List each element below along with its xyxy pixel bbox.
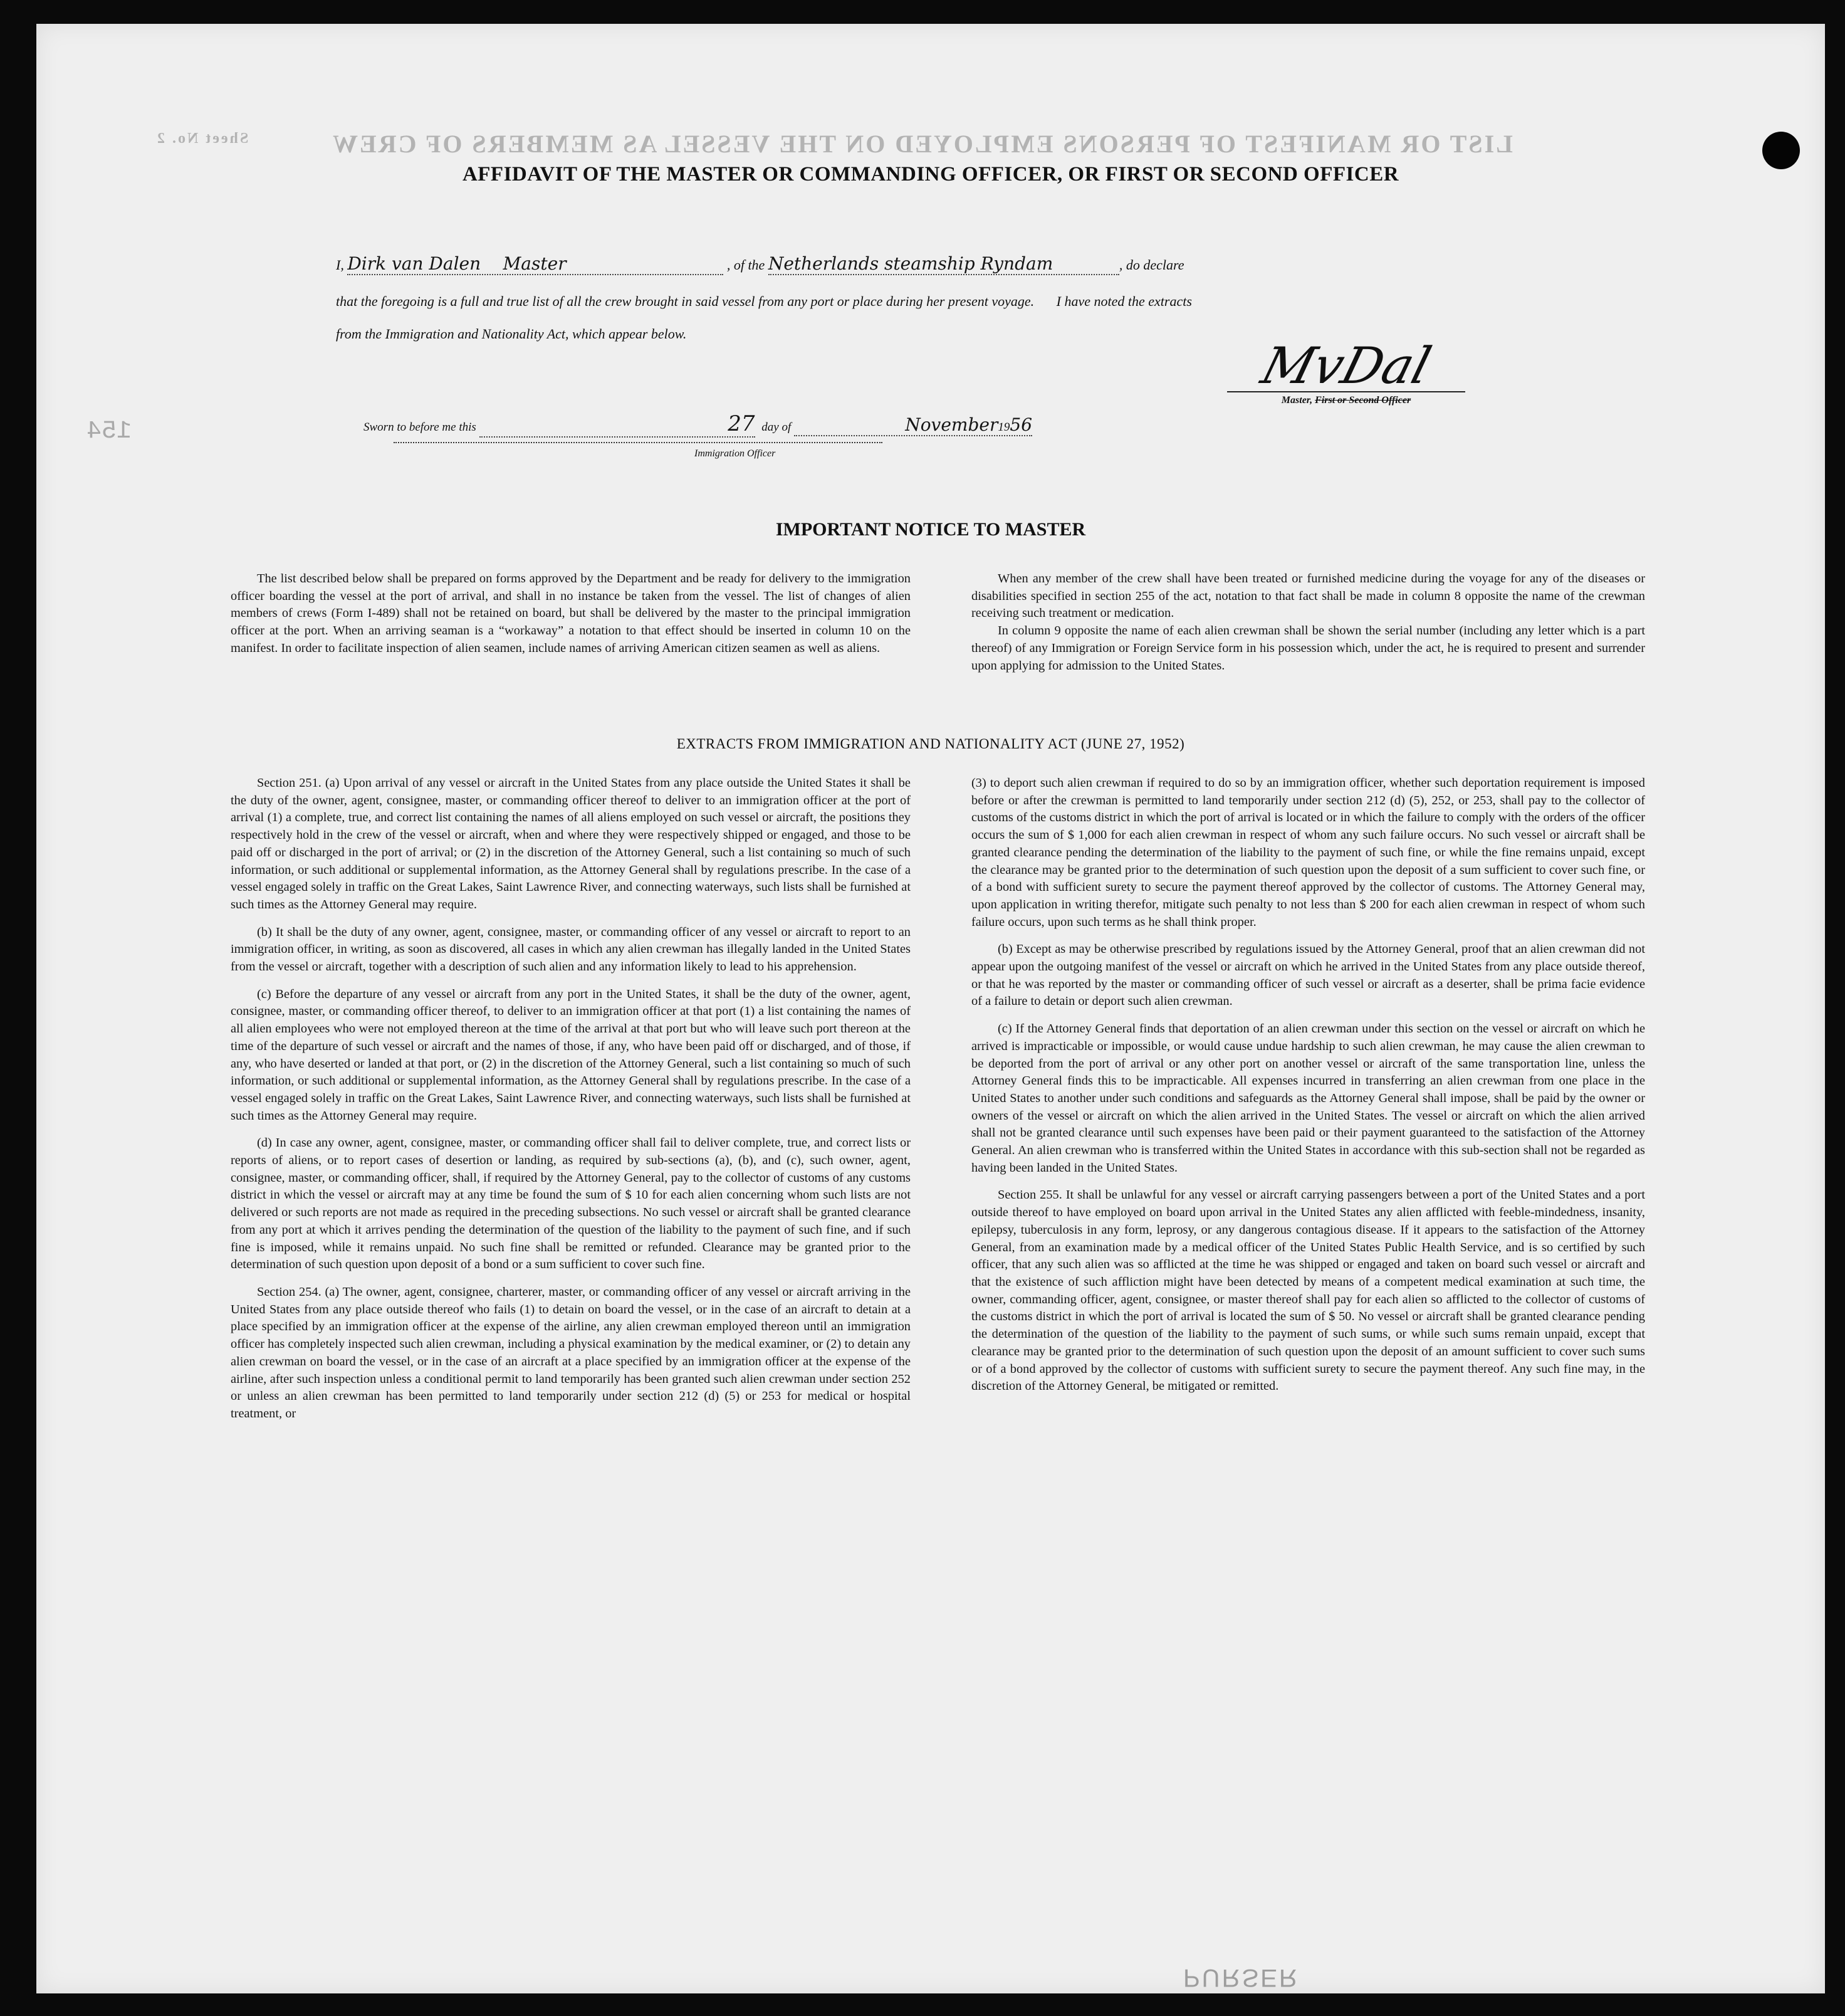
section-254-b: (b) Except as may be otherwise prescribed by regulations issued by the Attorney General, proof that an alien crewman did not appear upon the outgoing manifest of the vessel or aircraft on which he arrived in the United States from any place outside thereof, or that he was reported by the master or commanding officer of such vessel or aircraft as a deserter, shall be prima facie evidence of a failure to detain or deport such alien crewman. xyxy=(971,942,1645,1009)
affidavit-line-3: from the Immigration and Nationality Act, which appear below. xyxy=(336,326,687,342)
sworn-day: 27 xyxy=(728,411,755,436)
section-251-c: (c) Before the departure of any vessel or aircraft from any port in the United States, it shall be the duty of the owner, agent, consignee, master, or commanding officer thereof, to deliver to an immigration officer at that port (1) a list containing the names of all alien employees who were not employed thereon at the time of the arrival at that port but who will leave such port thereon at the time of the departure of such vessel or aircraft and the names of those, if any, who have been paid off or discharged, and of those, if any, who have deserted or landed at that port, or (2) in the discretion of the Attorney General, such a list containing so much of such information, or such additional or supplemental information, as the Attorney General shall by regulations prescribe. In the case of a vessel engaged solely in traffic on the Great Lakes, Saint Lawrence River, and connecting waterways, such lists shall be furnished at such times as the Attorney General may require. xyxy=(231,987,911,1123)
master-rank: Master xyxy=(503,253,567,274)
notice-left-paragraph: The list described below shall be prepared on forms approved by the Department and be ready for delivery to the immigration officer boarding the vessel at the port of arrival, and shall in no instance be taken from the vessel. The list of changes of alien members of crews (Form I-489) shall not be retained on board, but shall be delivered by the master to the principal immigration officer at the port. When an arriving seaman is a “workaway” a notation to that effect should be inserted in column 10 on the manifest. In order to facilitate inspection of alien seamen, include names of arriving American citizen seamen as well as aliens. xyxy=(231,572,911,655)
extracts-right-column xyxy=(971,775,1645,1405)
master-signature: MvDal xyxy=(1255,337,1437,395)
affidavit-title: AFFIDAVIT OF THE MASTER OR COMMANDING OFFICER, OR FIRST OR SECOND OFFICER xyxy=(462,163,1399,186)
affidavit-line-2 xyxy=(336,293,1192,310)
signature-label-master: Master, xyxy=(1281,395,1313,406)
bleed-through-header: LIST OR MANIFEST OF PERSONS EMPLOYED ON THE VESSEL AS MEMBERS OF CREW xyxy=(331,130,1513,158)
notice-title: IMPORTANT NOTICE TO MASTER xyxy=(775,519,1086,540)
affidavit-line-2-text: that the foregoing is a full and true list of all the crew brought in said vessel from any port or place during her present voyage. xyxy=(336,293,1035,309)
immigration-officer-label: Immigration Officer xyxy=(694,448,776,459)
bleed-through-sheet-no: Sheet No. 2 xyxy=(155,130,249,147)
sworn-line xyxy=(363,411,1032,438)
sworn-day-of: day of xyxy=(761,421,792,434)
vessel-field xyxy=(768,253,1119,275)
notice-right-paragraph-1: When any member of the crew shall have been treated or furnished medicine during the voyage for any of the diseases or disabilities specified in section 255 of the act, notation to that fact shall be made in column 8 opposite the name of the crewman receiving such treatment or medication. xyxy=(971,572,1645,621)
sworn-day-field xyxy=(479,411,755,438)
section-254-c: (c) If the Attorney General finds that deportation of an alien crewman under this section on the vessel or aircraft on which he arrived is impracticable or impossible, or would cause undue hardship to such alien crewman, he may cause the alien crewman to be deported from the port of arrival or any other port on another vessel or aircraft of the same transportation line, unless the Attorney General finds this to be impracticable. All expenses incurred in transferring an alien crewman from one place in the United States to another under such conditions and safeguards as the Attorney General shall impose, shall be paid by the owner or owners of the vessel or aircraft on which the alien arrived in the United States. The vessel or aircraft on which the alien arrived shall not be granted clearance until such expenses have been paid or their payment guaranteed to the satisfaction of the Attorney General. An alien crewman who is transferred within the United States in accordance with this sub-section shall not be regarded as having been landed in the United States. xyxy=(971,1022,1645,1175)
signature-label-struck: First or Second Officer xyxy=(1315,395,1411,406)
sworn-month-field xyxy=(794,414,1032,436)
section-254-a-continued: (3) to deport such alien crewman if required to do so by an immigration officer, whether such deportation requirement is imposed before or after the crewman is permitted to land temporarily under section 212 (d) (5), 252, or 253, shall pay to the collector of customs of the customs district in which the port of arrival is located or in which the failure to comply with the orders of the officer occurs the sum of $ 1,000 for each alien crewman in respect of whom any such failure occurs. No such vessel or aircraft shall be granted clearance pending the determination of the liability to the payment of such fine, or while the fine remains unpaid, except the clearance may be granted prior to the determination of such question upon the deposit of a sum sufficient to cover such fine, or of a bond with sufficient surety to secure the payment thereof approved by the collector of customs. The Attorney General may, upon application in writing therefor, mitigate such penalty to not less than $ 200 for each alien crewman in respect of whom such failure occurs, upon such terms as he shall think proper. xyxy=(971,776,1645,929)
sworn-text: Sworn to before me this xyxy=(363,421,476,434)
section-251-a: Section 251. (a) Upon arrival of any vessel or aircraft in the United States from any place outside the United States it shall be the duty of the owner, agent, consignee, master, or commanding officer thereof to deliver to an immigration officer at the port of arrival (1) a complete, true, and correct list containing the names of all aliens employed on such vessel or aircraft, the positions they respectively hold in the crew of the vessel or aircraft, when and where they were respectively shipped or engaged, and those to be paid off or discharged in the port of arrival; or (2) in the discretion of the Attorney General, such a list containing so much of such information, or such additional or supplemental information, as the Attorney General shall by regulations prescribe. In the case of a vessel engaged solely in traffic on the Great Lakes, Saint Lawrence River, and connecting waterways, such lists shall be furnished at such times as the Attorney General may require. xyxy=(231,776,911,911)
extracts-title: EXTRACTS FROM IMMIGRATION AND NATIONALITY ACT (JUNE 27, 1952) xyxy=(676,736,1185,752)
affidavit-declare: , do declare xyxy=(1119,257,1184,273)
document-page xyxy=(36,24,1825,1993)
section-254-a: Section 254. (a) The owner, agent, consignee, charterer, master, or commanding officer of any vessel or aircraft arriving in the United States from any place outside thereof who fails (1) to detain on board the vessel, or in the case of an aircraft to detain at a place specified by an immigration officer at the expense of the airline, any alien crewman employed thereon until an immigration officer has completely inspected such alien crewman, including a physical examination by the medical examiner, or (2) to detain any alien crewman on board the vessel, or in the case of an aircraft at a place specified by an immigration officer at the expense of the airline, after such inspection unless a conditional permit to land temporarily has been granted such alien crewman under section 252 or unless an alien crewman has been permitted to land temporarily under section 212 (d) (5) or 253 for medical or hospital treatment, or xyxy=(231,1284,911,1420)
bleed-through-margin-number: 154 xyxy=(86,417,132,446)
affidavit-line-1 xyxy=(336,253,1184,275)
affidavit-of-the: , of the xyxy=(726,257,765,273)
sworn-month: November xyxy=(905,414,998,435)
master-signature-block xyxy=(1227,337,1465,406)
notice-left-column xyxy=(231,570,911,668)
immigration-officer-line xyxy=(394,442,882,443)
notice-right-paragraph-2: In column 9 opposite the name of each alien crewman shall be shown the serial number (including any letter which is a part thereof) of any Immigration or Foreign Service form in his possession which, under the act, he is required to present and surrender upon applying for admission to the United States. xyxy=(971,624,1645,673)
vessel-name: Netherlands steamship Ryndam xyxy=(768,253,1053,274)
sworn-year-prefix: 19 xyxy=(998,421,1010,434)
notice-right-column xyxy=(971,570,1645,685)
extracts-left-column xyxy=(231,775,911,1433)
master-name-field xyxy=(347,253,723,275)
section-255: Section 255. It shall be unlawful for any vessel or aircraft carrying passengers between a port of the United States and a port outside thereof to have employed on board upon arrival in the United States any alien afflicted with feeble-mindedness, insanity, epilepsy, tuberculosis in any form, leprosy, or any dangerous contagious disease. If it appears to the satisfaction of the Attorney General, from an examination made by a medical officer of the United States Public Health Service, and is so certified by such officer, that any such alien was so afflicted at the time he was shipped or engaged and taken on board such vessel or aircraft and that the existence of such affliction might have been detected by means of a competent medical examination at such time, the owner, commanding officer, agent, consignee, or master thereof shall pay for each alien so afflicted to the collector of customs of the customs district in which the port of arrival is located the sum of $ 50. No vessel or aircraft shall be granted clearance pending the determination of the question of the liability to the payment of such sums, or while such sums remain unpaid, except that clearance may be granted prior to the determination of such question upon the deposit of an amount sufficient to cover such sums or of a bond approved by the collector of customs with sufficient surety to secure the payment thereof. Any such fine may, in the discretion of the Attorney General, be mitigated or remitted. xyxy=(971,1188,1645,1394)
sworn-year: 56 xyxy=(1010,414,1033,435)
affidavit-i: I, xyxy=(336,257,344,273)
section-251-b: (b) It shall be the duty of any owner, agent, consignee, master, or commanding officer of any vessel or aircraft to report to an immigration officer, in writing, as soon as discovered, all cases in which any alien crewman has illegally landed in the United States from the vessel or aircraft, together with a description of such alien and any information likely to lead to his apprehension. xyxy=(231,925,911,974)
section-251-d: (d) In case any owner, agent, consignee, master, or commanding officer shall fail to deliver complete, true, and correct lists or reports of aliens, or to report cases of desertion or landing, as required by sub-sections (a), (b), and (c), such owner, agent, consignee, master, or commanding officer, shall, if required by the Attorney General, pay to the collector of customs of any customs district in which the vessel or aircraft may at any time be found the sum of $ 10 for each alien concerning whom such lists are not delivered or such reports are not made as required in the preceding subsections. No such vessel or aircraft shall be granted clearance from any port at which it arrives pending the determination of the question of the liability to the payment of such fine, and if such fine is imposed, while it remains unpaid. No such fine shall be remitted or refunded. Clearance may be granted prior to the determination of such question upon deposit of a bond or a sum sufficient to cover such fine. xyxy=(231,1136,911,1272)
affidavit-line-2-extracts: I have noted the extracts xyxy=(1056,293,1192,309)
bleed-through-stamp: PURSER xyxy=(1183,1964,1299,1992)
master-name: Dirk van Dalen xyxy=(347,253,481,274)
